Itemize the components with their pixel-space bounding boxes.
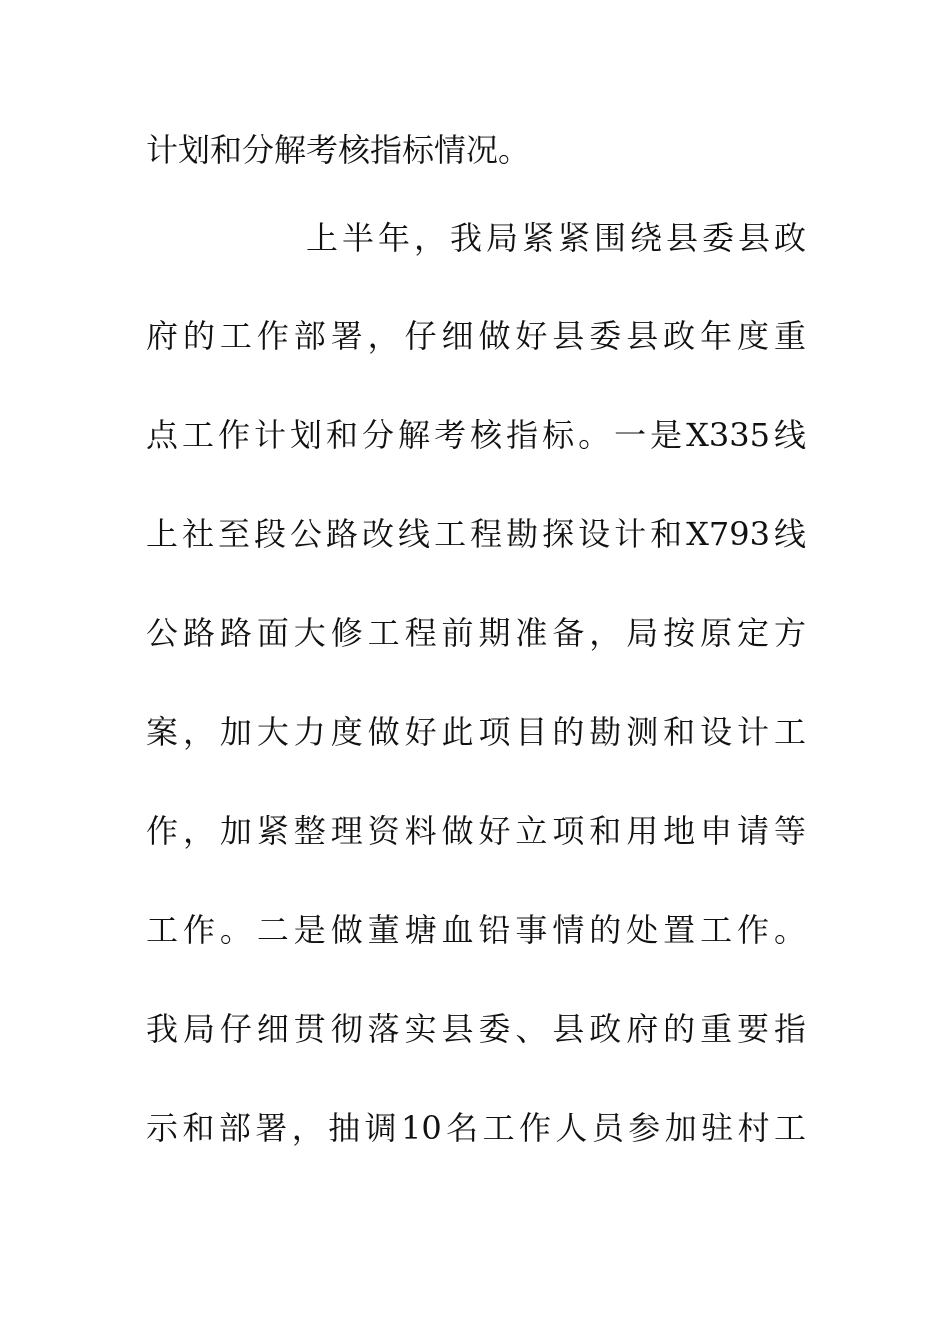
text-line: 计划和分解考核指标情况。	[146, 131, 531, 169]
paragraph-first-line: 上半年，我局紧紧围绕县委县政	[306, 219, 806, 257]
text-line: 点工作计划和分解考核指标。一是X335线	[146, 416, 806, 454]
text-line: 我局仔细贯彻落实县委、县政府的重要指	[146, 1010, 806, 1048]
text-line: 公路路面大修工程前期准备，局按原定方	[146, 614, 806, 652]
text-line: 府的工作部署，仔细做好县委县政年度重	[146, 317, 806, 355]
text-line: 上社至段公路改线工程勘探设计和X793线	[146, 515, 806, 553]
text-line: 作，加紧整理资料做好立项和用地申请等	[146, 812, 806, 850]
text-line: 工作。二是做董塘血铅事情的处置工作。	[146, 911, 806, 949]
text-line: 案，加大力度做好此项目的勘测和设计工	[146, 713, 806, 751]
text-line: 示和部署，抽调10名工作人员参加驻村工	[146, 1109, 806, 1147]
